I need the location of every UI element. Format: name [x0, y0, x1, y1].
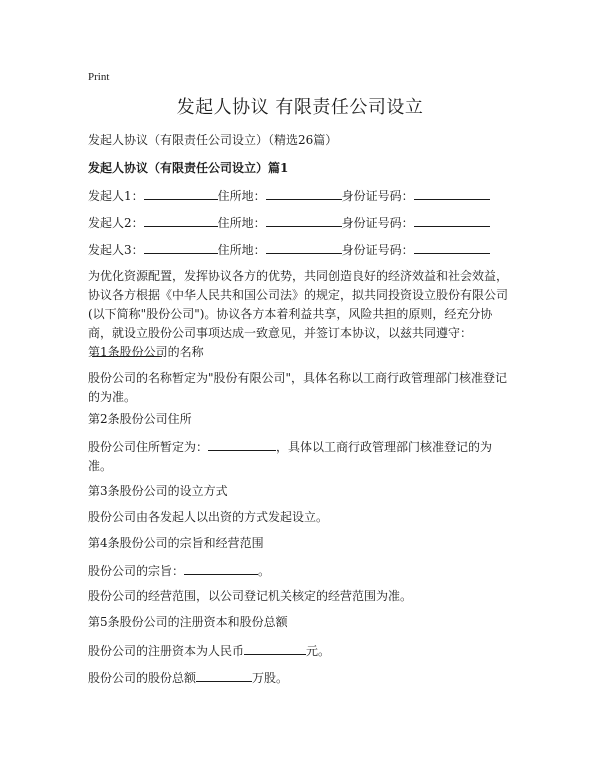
address-blank [266, 240, 342, 254]
capital-prefix: 股份公司的注册资本为人民币 [88, 644, 245, 658]
article-3-heading: 第3条股份公司的设立方式 [88, 484, 228, 498]
address-blank [266, 186, 342, 200]
name-blank [144, 186, 218, 200]
purpose-prefix: 股份公司的宗旨： [88, 564, 185, 578]
print-link[interactable]: Print [88, 71, 110, 83]
id-blank [414, 240, 490, 254]
article-4-heading: 第4条股份公司的宗旨和经营范围 [88, 536, 264, 550]
document-title: 发起人协议 有限责任公司设立 [176, 97, 424, 118]
article-3-text: 股份公司由各发起人以出资的方式发起设立。 [88, 510, 329, 524]
purpose-suffix: 。 [258, 564, 271, 578]
address-label: 住所地： [217, 243, 266, 257]
id-label: 身份证号码： [341, 216, 414, 230]
signatory-row-1 [88, 186, 490, 205]
article-5-shares [88, 668, 288, 687]
id-blank [414, 186, 490, 200]
company-address-blank [208, 437, 276, 451]
article-2-text [88, 437, 516, 476]
signatory-row-3 [88, 240, 490, 259]
signatory-label: 发起人2： [88, 216, 144, 230]
article-5-heading: 第5条股份公司的注册资本和股份总额 [88, 615, 288, 629]
id-blank [414, 213, 490, 227]
signatory-row-2 [88, 213, 490, 232]
name-blank [144, 240, 218, 254]
shares-prefix: 股份公司的股份总额 [88, 671, 197, 685]
signatory-label: 发起人3： [88, 243, 144, 257]
id-label: 身份证号码： [341, 189, 414, 203]
intro-text: 为优化资源配置，发挥协议各方的优势，共同创造良好的经济效益和社会效益，协议各方根据《中华人民共和国公司法》的规定，拟共同投资设立股份有限公司(以下简称"股份公司")。协议各方本着利益共享，风险共担的原则，经充分协商，就设立股份公司事项达成一致意见，并签订本协议，以兹共同遵守： [88, 269, 509, 340]
article-1-heading: 第1条股份公司的名称 [88, 345, 204, 359]
article-2-heading: 第2条股份公司住所 [88, 412, 192, 426]
shares-blank [196, 668, 252, 682]
article-4-scope: 股份公司的经营范围，以公司登记机关核定的经营范围为准。 [88, 589, 413, 603]
article-5-capital [88, 641, 330, 660]
article-4-purpose [88, 561, 270, 580]
purpose-blank [184, 561, 258, 575]
capital-suffix: 元。 [306, 644, 331, 658]
address-label: 住所地： [217, 189, 266, 203]
id-label: 身份证号码： [341, 243, 414, 257]
section-heading: 发起人协议（有限责任公司设立）篇1 [88, 161, 289, 175]
address-label: 住所地： [217, 216, 266, 230]
article-1-text: 股份公司的名称暂定为"股份有限公司"，具体名称以工商行政管理部门核准登记的为准。 [88, 371, 508, 404]
signatory-label: 发起人1： [88, 189, 144, 203]
address-suffix: ，具体以工商行政管理部门核准登记的为准。 [88, 440, 493, 473]
address-prefix: 股份公司住所暂定为： [88, 440, 209, 454]
address-blank [266, 213, 342, 227]
document-subtitle: 发起人协议（有限责任公司设立）（精选26篇） [88, 133, 338, 147]
name-blank [144, 213, 218, 227]
capital-blank [244, 641, 306, 655]
shares-suffix: 万股。 [252, 671, 289, 685]
